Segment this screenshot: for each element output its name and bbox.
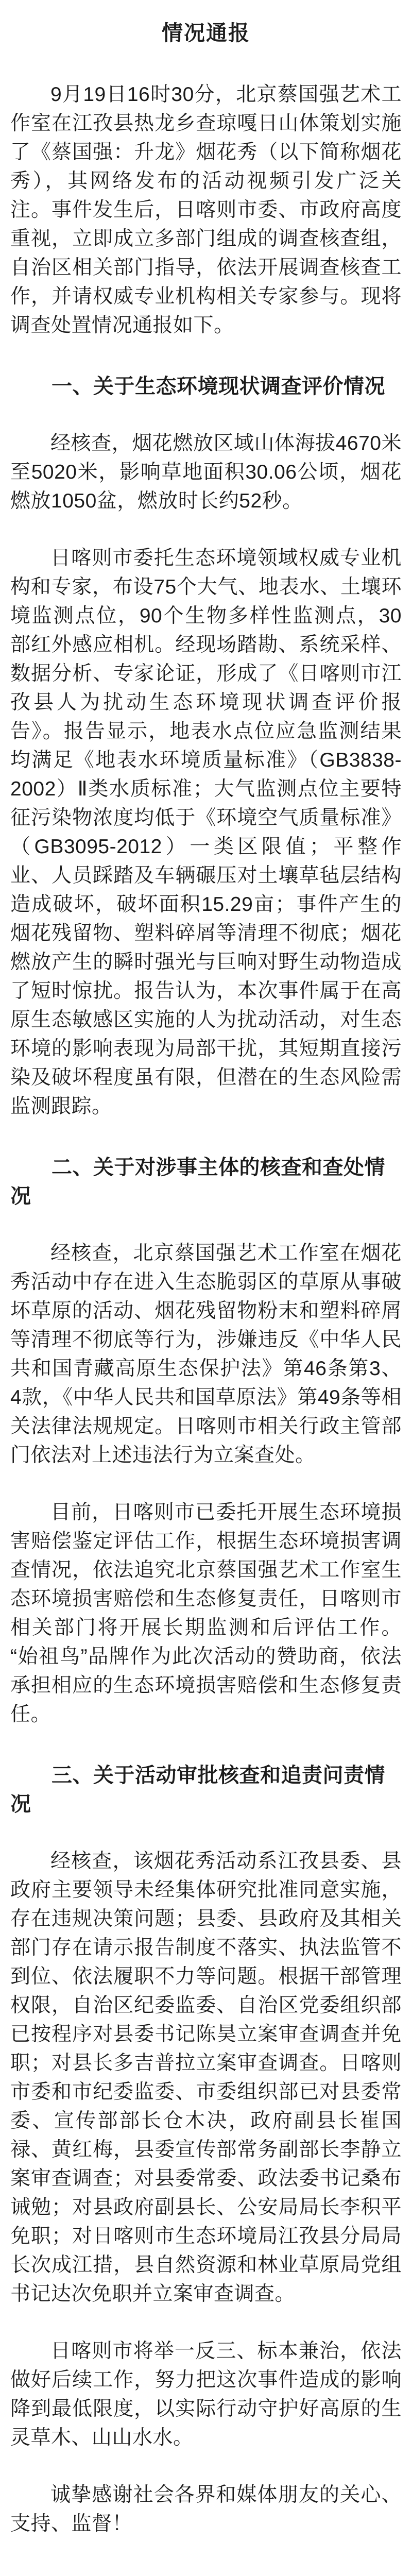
intro-paragraph: 9月19日16时30分，北京蔡国强艺术工作室在江孜县热龙乡查琼嘎日山体策划实施了《蔡国强：升龙》烟花秀（以下简称烟花秀），其网络发布的活动视频引发广泛关注。事件发生后，日喀则市委、市政府高度重视，立即成立多部门组成的调查核查组，自治区相关部门指导，依法开展调查核查工作，并请权威专业机构相关专家参与。现将调查处置情况通报如下。 <box>10 83 402 336</box>
section-2-paragraph-1: 经核查，北京蔡国强艺术工作室在烟花秀活动中存在进入生态脆弱区的草原从事破坏草原的活动、烟花残留物粉末和塑料碎屑等清理不彻底等行为，涉嫌违反《中华人民共和国青藏高原生态保护法》第46条第3、4款，《中华人民共和国草原法》第49条等相关法律法规规定。日喀则市相关行政主管部门依法对上述违法行为立案查处。 <box>10 1242 402 1466</box>
page-title: 情况通报 <box>162 21 250 45</box>
section-2-heading: 二、关于对涉事主体的核查和查处情况 <box>10 1156 385 1208</box>
section-2-paragraph-2: 目前，日喀则市已委托开展生态环境损害赔偿鉴定评估工作，根据生态环境损害调查情况，依法追究北京蔡国强艺术工作室生态环境损害赔偿和生态修复责任，日喀则市相关部门将开展长期监测和后评估工作。“始祖鸟”品牌作为此次活动的赞助商，依法承担相应的生态环境损害赔偿和生态修复责任。 <box>10 1501 402 1725</box>
section-1-paragraph-2: 日喀则市委托生态环境领域权威专业机构和专家，布设75个大气、地表水、土壤环境监测点位，90个生物多样性监测点，30部红外感应相机。经现场踏勘、系统采样、数据分析、专家论证，形成了《日喀则市江孜县人为扰动生态环境现状调查评价报告》。报告显示，地表水点位应急监测结果均满足《地表水环境质量标准》（GB3838-2002）Ⅱ类水质标准；大气监测点位主要特征污染物浓度均低于《环境空气质量标准》（GB3095-2012）一类区限值；平整作业、人员踩踏及车辆碾压对土壤草毡层结构造成破坏，破坏面积15.29亩；事件产生的烟花残留物、塑料碎屑等清理不彻底；烟花燃放产生的瞬时强光与巨响对野生动物造成了短时惊扰。报告认为，本次事件属于在高原生态敏感区实施的人为扰动活动，对生态环境的影响表现为局部干扰，其短期直接污染及破坏程度虽有限，但潜在的生态风险需监测跟踪。 <box>10 547 402 1117</box>
section-3-paragraph-2: 日喀则市将举一反三、标本兼治，依法做好后续工作，努力把这次事件造成的影响降到最低限度，以实际行动守护好高原的生灵草木、山山水水。 <box>10 2340 402 2449</box>
section-3-paragraph-1: 经核查，该烟花秀活动系江孜县委、县政府主要领导未经集体研究批准同意实施，存在违规决策问题；县委、县政府及其相关部门存在请示报告制度不落实、执法监管不到位、依法履职不力等问题。根据干部管理权限，自治区纪委监委、自治区党委组织部已按程序对县委书记陈昊立案审查调查并免职；对县长多吉普拉立案审查调查。日喀则市委和市纪委监委、市委组织部已对县委常委、宣传部部长仓木决，政府副县长崔国禄、黄红梅，县委宣传部常务副部长李静立案审查调查；对县委常委、政法委书记桑布诫勉；对县政府副县长、公安局局长李积平免职；对日喀则市生态环境局江孜县分局局长次成江措，县自然资源和林业草原局党组书记达次免职并立案审查调查。 <box>10 1850 402 2305</box>
section-1-paragraph-1: 经核查，烟花燃放区域山体海拔4670米至5020米，影响草地面积30.06公顷，烟花燃放1050盆，燃放时长约52秒。 <box>10 432 402 512</box>
section-1-heading: 一、关于生态环境现状调查评价情况 <box>52 375 385 398</box>
section-3-heading: 三、关于活动审批核查和追责问责情况 <box>10 1764 385 1816</box>
closing-paragraph: 诚挚感谢社会各界和媒体朋友的关心、支持、监督！ <box>10 2484 402 2535</box>
